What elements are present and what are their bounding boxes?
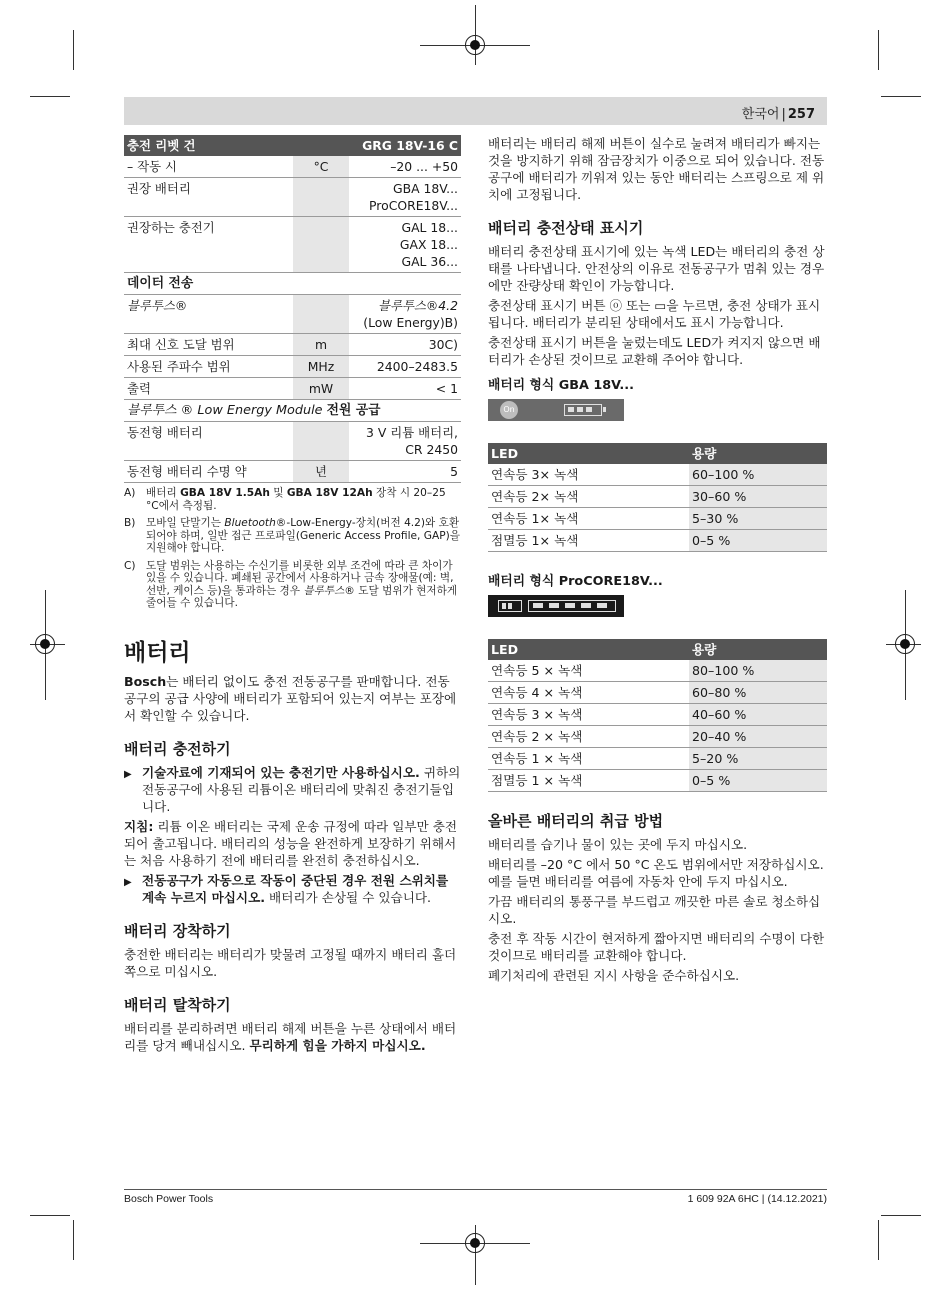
table-row: 점멸등 1× 녹색 0–5 % — [488, 530, 827, 552]
table-row: 동전형 배터리 수명 약 년 5 — [124, 461, 461, 483]
section-title-charging: 배터리 충전하기 — [124, 739, 231, 758]
table-row: 연속등 1× 녹색 5–30 % — [488, 508, 827, 530]
crop-mark — [73, 1220, 74, 1260]
spec-head-model: GRG 18V-16 C — [349, 135, 461, 156]
header-band — [124, 97, 827, 125]
procore-led-table — [488, 639, 827, 792]
indicator-p1: 배터리 충전상태 표시기에 있는 녹색 LED는 배터리의 충전 상태를 나타냅니다. 안전상의 이유로 전동공구가 멈춰 있는 경우에만 잔량상태 확인이 가능합니다. — [488, 244, 825, 293]
section-title-remove: 배터리 탈착하기 — [124, 995, 231, 1014]
led-head-row: LED 용량 — [488, 443, 827, 464]
table-row: 연속등 2 × 녹색 20–40 % — [488, 726, 827, 748]
right-column — [488, 135, 827, 987]
crop-mark — [881, 1215, 921, 1216]
section-title-indicator: 배터리 충전상태 표시기 — [488, 219, 644, 237]
page-number: 257 — [787, 107, 815, 122]
table-row: 블루투스® 블루투스®4.2 (Low Energy)B) — [124, 295, 461, 334]
battery-icon — [564, 404, 602, 416]
spec-head-row — [124, 135, 461, 156]
battery-intro: Bosch는 배터리 없이도 충전 전동공구를 판매합니다. 전동공구의 공급 사양에 배터리가 포함되어 있는지 여부는 포장에서 확인할 수 있습니다. — [124, 673, 457, 723]
registration-mark-icon — [35, 634, 55, 654]
section-title-battery: 배터리 — [124, 639, 191, 666]
remove-text: 배터리를 분리하려면 배터리 해제 버튼을 누른 상태에서 배터리를 당겨 빼내십시오. 무리하게 힘을 가하지 마십시오. — [124, 1020, 457, 1053]
table-row: 점멸등 1 × 녹색 0–5 % — [488, 770, 827, 792]
spec-head-label: 충전 리벳 건 — [124, 135, 293, 156]
table-row: 권장 배터리 GBA 18V... ProCORE18V... — [124, 178, 461, 217]
table-row: 사용된 주파수 범위 MHz 2400–2483.5 — [124, 356, 461, 378]
footer-doc-id: 1 609 92A 6HC | (14.12.2021) — [687, 1193, 827, 1205]
table-row: 동전형 배터리 3 V 리튬 배터리, CR 2450 — [124, 422, 461, 461]
handling-p4: 충전 후 작동 시간이 현저하게 짧아지면 배터리의 수명이 다한 것이므로 배터리를 교환해야 합니다. — [488, 931, 825, 963]
gba-title: 배터리 형식 GBA 18V... — [488, 378, 634, 393]
on-button-icon: On — [500, 401, 518, 419]
section-title-insert: 배터리 장착하기 — [124, 921, 231, 940]
handling-p1: 배터리를 습기나 물이 있는 곳에 두지 마십시오. — [488, 837, 748, 852]
header-language: 한국어 — [741, 107, 780, 122]
bullet-item: ▶ 기술자료에 기재되어 있는 충전기만 사용하십시오. 귀하의 전동공구에 사용된 리튬이온 배터리에 맞춰진 충전기들입니다. — [124, 764, 461, 814]
procore-title: 배터리 형식 ProCORE18V... — [488, 574, 663, 589]
battery-icon — [528, 600, 616, 612]
bullet-item: ▶ 전동공구가 자동으로 작동이 중단된 경우 전원 스위치를 계속 누르지 마십시오. 배터리가 손상될 수 있습니다. — [124, 872, 449, 905]
table-row: 연속등 2× 녹색 30–60 % — [488, 486, 827, 508]
table-row: 출력 mW < 1 — [124, 378, 461, 400]
crop-mark — [878, 30, 879, 70]
footnote: B) 모바일 단말기는 Bluetooth®-Low-Energy-장치(버전 4.2)와 호환되어야 하며, 일반 접근 프로파일(Generic Access Profile, GAP)을 지원해야 합니다. — [124, 517, 460, 554]
registration-mark-icon — [895, 634, 915, 654]
left-column — [124, 135, 461, 1057]
handling-p5: 폐기처리에 관련된 지시 사항을 준수하십시오. — [488, 968, 740, 983]
section-title-handling: 올바른 배터리의 취급 방법 — [488, 812, 664, 830]
spec-section-row: 데이터 전송 — [124, 273, 461, 295]
footnote: A) 배터리 GBA 18V 1.5Ah 및 GBA 18V 12Ah 장착 시 20–25 °C에서 측정됨. — [124, 487, 446, 512]
page-header: 한국어 | 257 — [741, 107, 815, 122]
table-row: 연속등 1 × 녹색 5–20 % — [488, 748, 827, 770]
table-row: 연속등 4 × 녹색 60–80 % — [488, 682, 827, 704]
procore-indicator-illustration — [488, 595, 624, 617]
lock-text: 배터리는 배터리 해제 버튼이 실수로 눌려져 배터리가 빠지는 것을 방지하기 위해 잠금장치가 이중으로 되어 있습니다. 전동공구에 배터리가 끼워져 있는 동안 배터리는 스프링으로 제 위치에 고정됩니다. — [488, 136, 825, 202]
crop-mark — [73, 30, 74, 70]
indicator-p3: 충전상태 표시기 버튼을 눌렀는데도 LED가 켜지지 않으면 배터리가 손상된 것이므로 교환해 주어야 합니다. — [488, 335, 821, 367]
footer-brand: Bosch Power Tools — [124, 1193, 214, 1205]
crop-mark — [878, 1220, 879, 1260]
crop-mark — [30, 1215, 70, 1216]
triangle-bullet-icon: ▶ — [124, 876, 132, 888]
spec-table — [124, 135, 461, 483]
table-row: 연속등 5 × 녹색 80–100 % — [488, 660, 827, 682]
gba-indicator-illustration — [488, 399, 624, 421]
table-row: – 작동 시 °C –20 ... +50 — [124, 156, 461, 178]
indicator-button-icon — [498, 600, 522, 612]
gba-led-table — [488, 443, 827, 552]
handling-p3: 가끔 배터리의 통풍구를 부드럽고 깨끗한 마른 솔로 청소하십시오. — [488, 894, 821, 926]
registration-mark-icon — [465, 35, 485, 55]
crop-mark — [30, 96, 70, 97]
table-row: 권장하는 충전기 GAL 18... GAX 18... GAL 36... — [124, 217, 461, 273]
charging-note: 지침: 리튬 이온 배터리는 국제 운송 규정에 따라 일부만 충전되어 출고됩니다. 배터리의 성능을 완전하게 보장하기 위해서는 처음 사용하기 전에 배터리를 완전히 충전하십시오. — [124, 818, 458, 868]
registration-mark-icon — [465, 1233, 485, 1253]
triangle-bullet-icon: ▶ — [124, 768, 132, 780]
led-head-row: LED 용량 — [488, 639, 827, 660]
handling-p2: 배터리를 –20 °C 에서 50 °C 온도 범위에서만 저장하십시오. 예를 들면 배터리를 여름에 자동차 안에 두지 마십시오. — [488, 857, 824, 889]
table-row: 연속등 3× 녹색 60–100 % — [488, 464, 827, 486]
footnote: C) 도달 범위는 사용하는 수신기를 비롯한 외부 조건에 따라 큰 차이가 있을 수 있습니다. 폐쇄된 공간에서 사용하거나 금속 장애물(예: 벽, 선반, 케이스 등)을 통과하는 경우 블루투스® 도달 범위가 현저하게 줄어들 수 있습니다. — [124, 559, 458, 609]
indicator-p2: 충전상태 표시기 버튼 ⓞ 또는 ▭을 누르면, 충전 상태가 표시됩니다. 배터리가 분리된 상태에서도 표시 가능합니다. — [488, 298, 821, 330]
table-row: 최대 신호 도달 범위 m 30C) — [124, 334, 461, 356]
footnotes — [124, 487, 461, 610]
spec-section-row: 블루투스 ® Low Energy Module 전원 공급 — [124, 400, 461, 422]
crop-mark — [881, 96, 921, 97]
insert-text: 충전한 배터리는 배터리가 맞물려 고정될 때까지 배터리 홀더 쪽으로 미십시오. — [124, 946, 457, 979]
footer-rule — [124, 1189, 827, 1190]
table-row: 연속등 3 × 녹색 40–60 % — [488, 704, 827, 726]
